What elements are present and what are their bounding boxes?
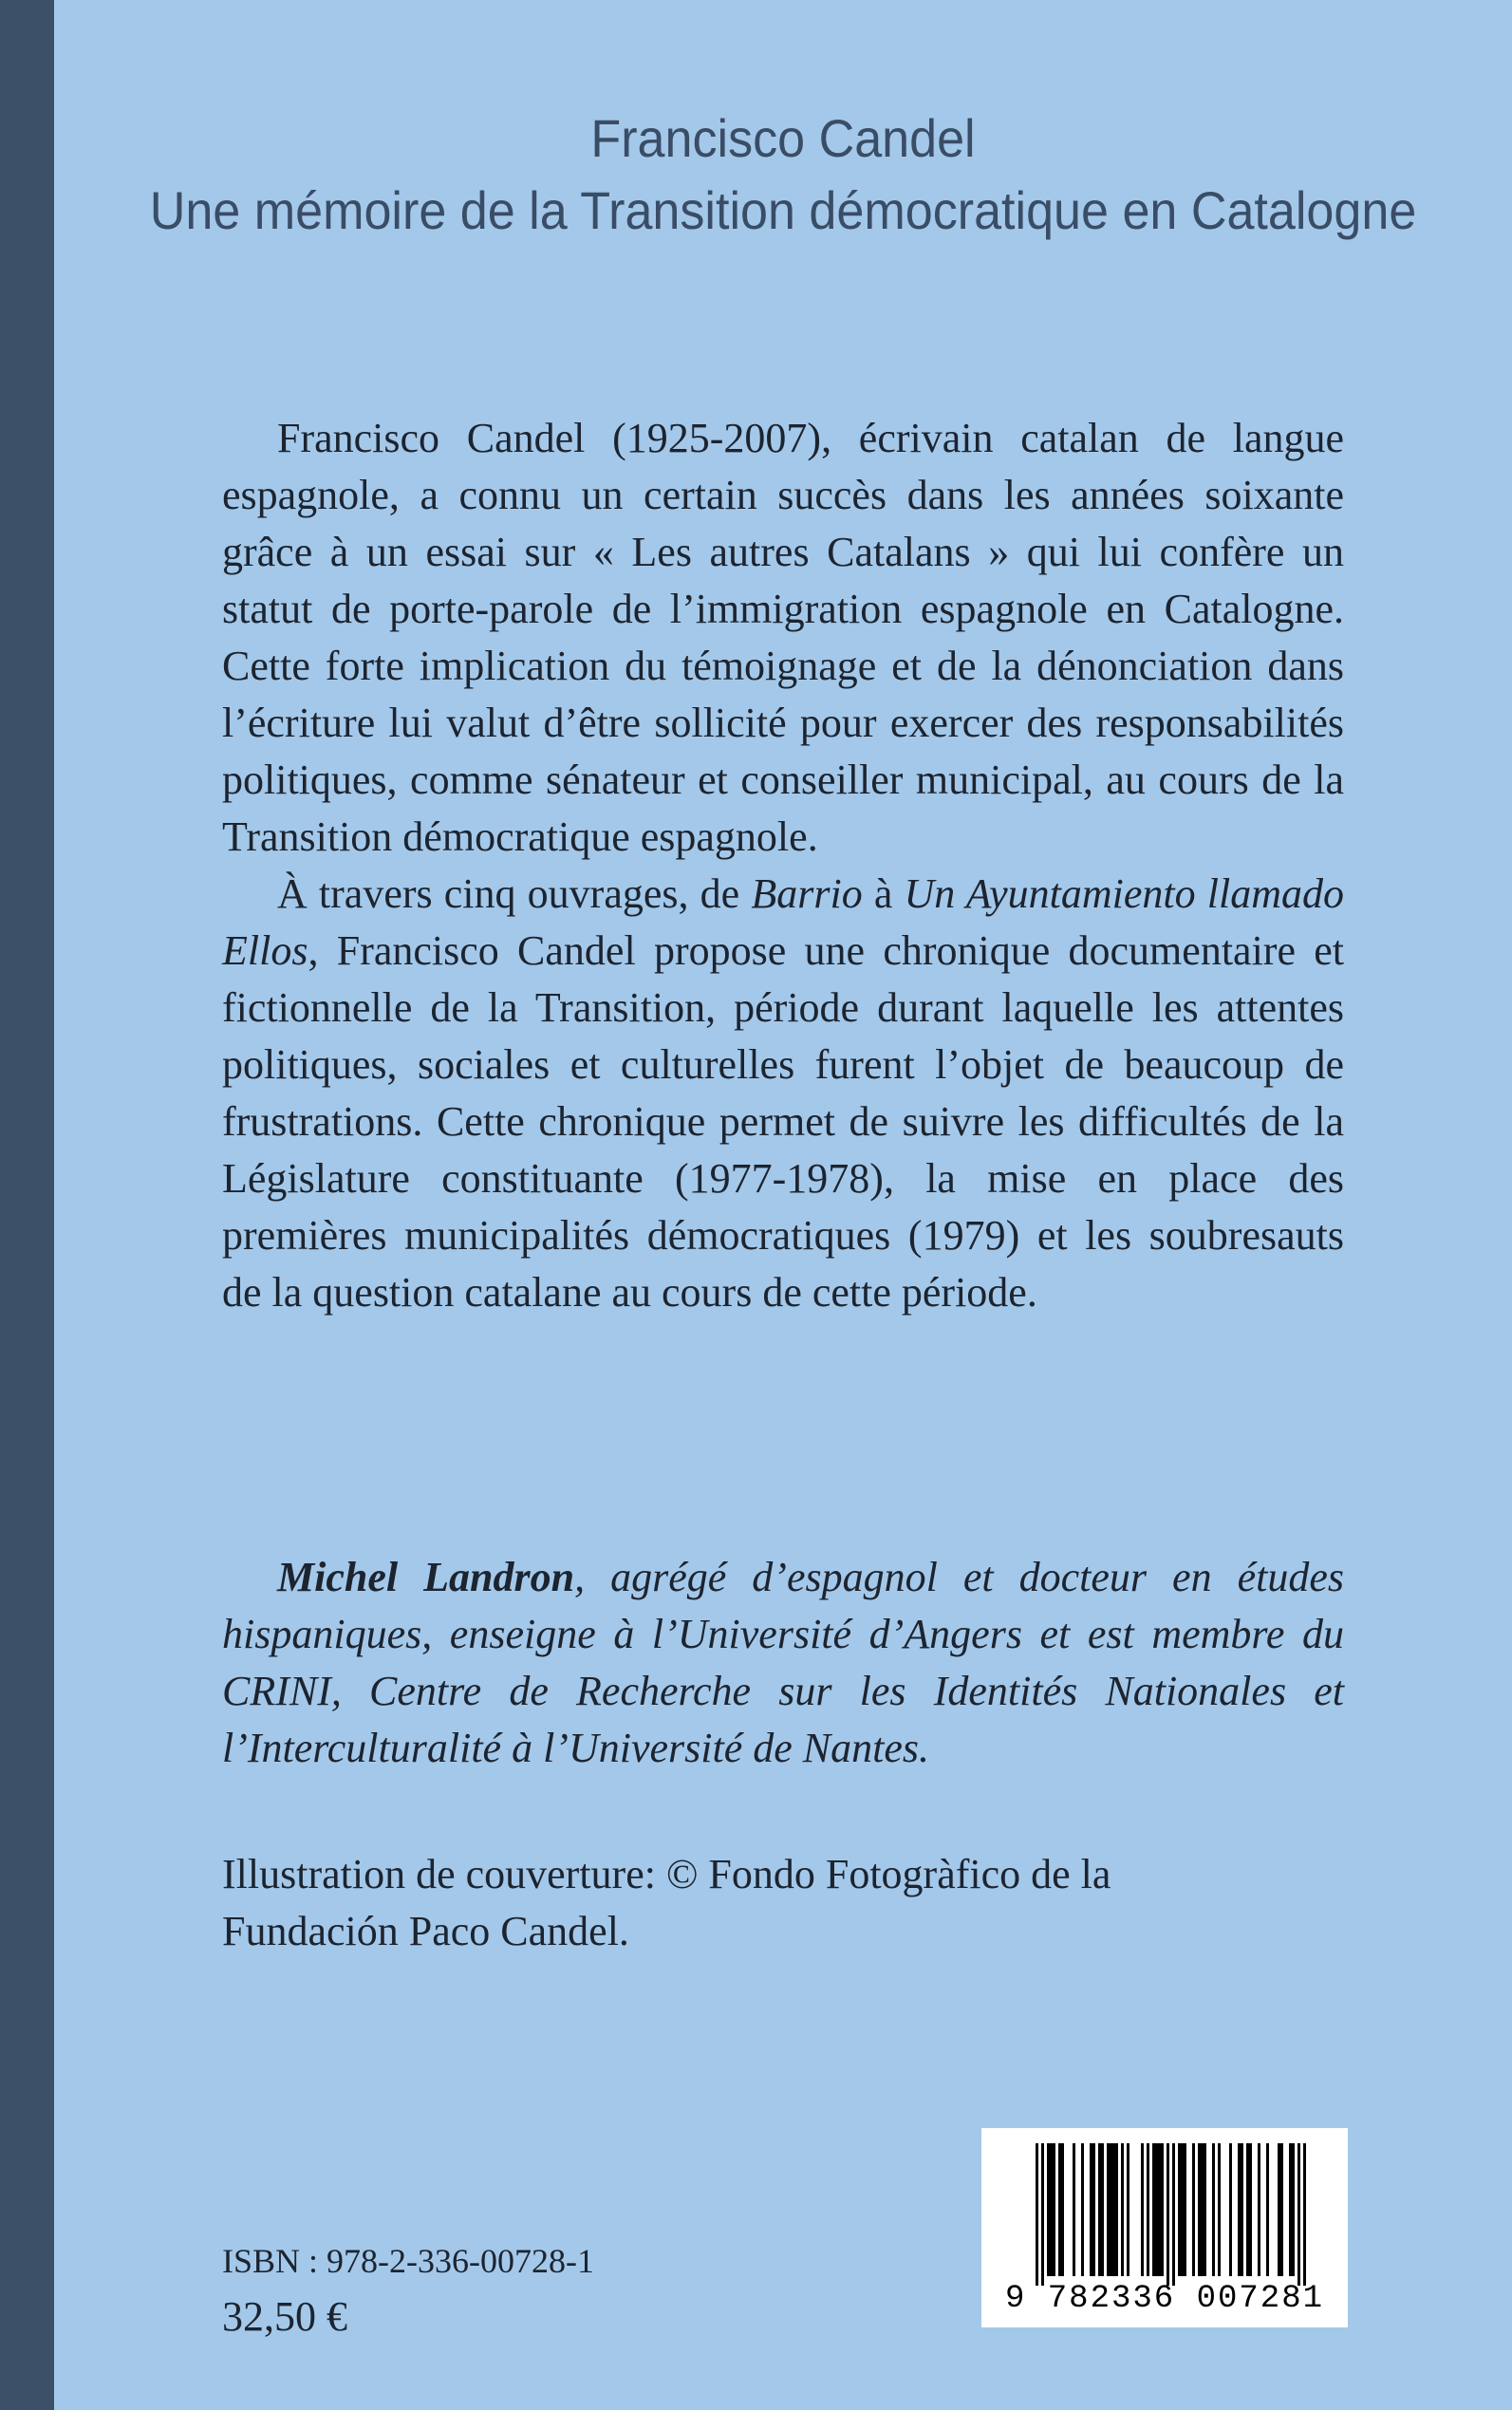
- barcode-bar: [1266, 2143, 1269, 2276]
- barcode-bar: [1161, 2143, 1164, 2276]
- cover-credit-line-2: Fundación Paco Candel.: [222, 1908, 629, 1954]
- book-spine: [0, 0, 54, 2410]
- barcode-bar: [1172, 2143, 1175, 2286]
- barcode-bar: [1184, 2143, 1186, 2276]
- barcode: [981, 2128, 1348, 2327]
- barcode-bar: [1297, 2143, 1300, 2286]
- barcode-bar: [1092, 2143, 1095, 2276]
- barcode-bar: [1061, 2143, 1064, 2276]
- barcode-bar: [1167, 2143, 1169, 2286]
- barcode-bar: [1127, 2143, 1129, 2276]
- barcode-bar: [1036, 2143, 1038, 2286]
- barcode-bar: [1158, 2143, 1161, 2276]
- summary-p2-end: , Francisco Candel propose une chronique documentaire et fictionnelle de la Transition, période durant laquelle les attentes politiques, sociales et culturelles furent l’objet de beaucoup de frustrations. Cette chronique permet de suivre les difficultés de la Législature constituante (1977-1978), la mise en place des premières municipalités démocratiques (1979) et les soubresauts de la question catalane au cours de cette période.: [222, 927, 1344, 1316]
- author-bio: [222, 1549, 1344, 1777]
- barcode-bar: [1041, 2143, 1044, 2286]
- title-author-line: Francisco Candel: [590, 108, 976, 168]
- barcode-bar: [1212, 2143, 1215, 2276]
- summary-p2-start: À travers cinq ouvrages, de: [277, 870, 752, 917]
- barcode-bar: [1115, 2143, 1118, 2276]
- barcode-bar: [1292, 2143, 1295, 2276]
- barcode-bar: [1081, 2143, 1084, 2276]
- cover-credit-line-1: Illustration de couverture: © Fondo Fotogràfico de la: [222, 1851, 1111, 1897]
- barcode-bar: [1073, 2143, 1075, 2276]
- barcode-bar: [1121, 2143, 1124, 2276]
- summary-paragraph-1: Francisco Candel (1925-2007), écrivain catalan de langue espagnole, a connu un certain succès dans les années soixante grâce à un essai sur « Les autres Catalans » qui lui confère un statut de porte-parole de l’immigration espagnole en Catalogne. Cette forte implication du témoignage et de la dénonciation dans l’écriture lui valut d’être sollicité pour exercer des responsabilités politiques, comme sénateur et conseiller municipal, au cours de la Transition démocratique espagnole.: [222, 415, 1344, 860]
- barcode-bar: [1218, 2143, 1221, 2276]
- summary-p2-connector: à: [862, 870, 905, 917]
- barcode-bar: [1053, 2143, 1055, 2276]
- work-title-ayuntamiento: Un Ayuntamiento llamado Ellos: [222, 870, 1344, 974]
- barcode-bar: [1198, 2143, 1201, 2276]
- barcode-bar: [1101, 2143, 1104, 2276]
- barcode-bar: [1192, 2143, 1195, 2276]
- barcode-bar: [1241, 2143, 1243, 2276]
- book-summary: [222, 410, 1344, 1321]
- barcode-bar: [1201, 2143, 1204, 2276]
- barcode-bar: [1204, 2143, 1206, 2276]
- barcode-bar: [1152, 2143, 1155, 2276]
- cover-credit: [222, 1846, 1344, 1960]
- barcode-bar: [1110, 2143, 1112, 2276]
- barcode-bar: [1155, 2143, 1158, 2276]
- barcode-bar: [1141, 2143, 1144, 2276]
- barcode-bar: [1246, 2143, 1249, 2276]
- barcode-bar: [1178, 2143, 1181, 2276]
- title-subtitle-line: Une mémoire de la Transition démocratique en Catalogne: [149, 180, 1417, 240]
- author-description: , agrégé d’espagnol et docteur en études hispaniques, enseigne à l’Université d’Angers et est membre du CRINI, Centre de Recherche sur les Identités Nationales et l’Interculturalité à l’Université de Nantes.: [222, 1554, 1345, 1771]
- barcode-bar: [1289, 2143, 1292, 2276]
- barcode-bar: [1258, 2143, 1260, 2276]
- barcode-bar: [1278, 2143, 1280, 2276]
- price-label: 32,50 €: [222, 2293, 347, 2340]
- barcode-bar: [1090, 2143, 1092, 2276]
- barcode-bar: [1238, 2143, 1241, 2276]
- book-title: [105, 103, 1461, 247]
- isbn-label: ISBN : 978-2-336-00728-1: [222, 2242, 594, 2280]
- barcode-digits: 9 782336 007281: [1004, 2281, 1325, 2317]
- barcode-bar: [1181, 2143, 1184, 2276]
- barcode-bar: [1050, 2143, 1053, 2276]
- barcode-bar: [1098, 2143, 1101, 2276]
- barcode-bar: [1112, 2143, 1115, 2276]
- barcode-bar: [1303, 2143, 1306, 2286]
- barcode-bar: [1280, 2143, 1283, 2276]
- barcode-bar: [1058, 2143, 1061, 2276]
- author-name: Michel Landron: [277, 1554, 575, 1600]
- summary-paragraph-2: [222, 866, 1344, 1321]
- barcode-bar: [1107, 2143, 1110, 2276]
- barcode-bar: [1249, 2143, 1252, 2276]
- work-title-barrio: Barrio: [751, 870, 863, 917]
- barcode-bar: [1229, 2143, 1232, 2276]
- barcode-bar: [1147, 2143, 1149, 2276]
- barcode-bar: [1047, 2143, 1050, 2276]
